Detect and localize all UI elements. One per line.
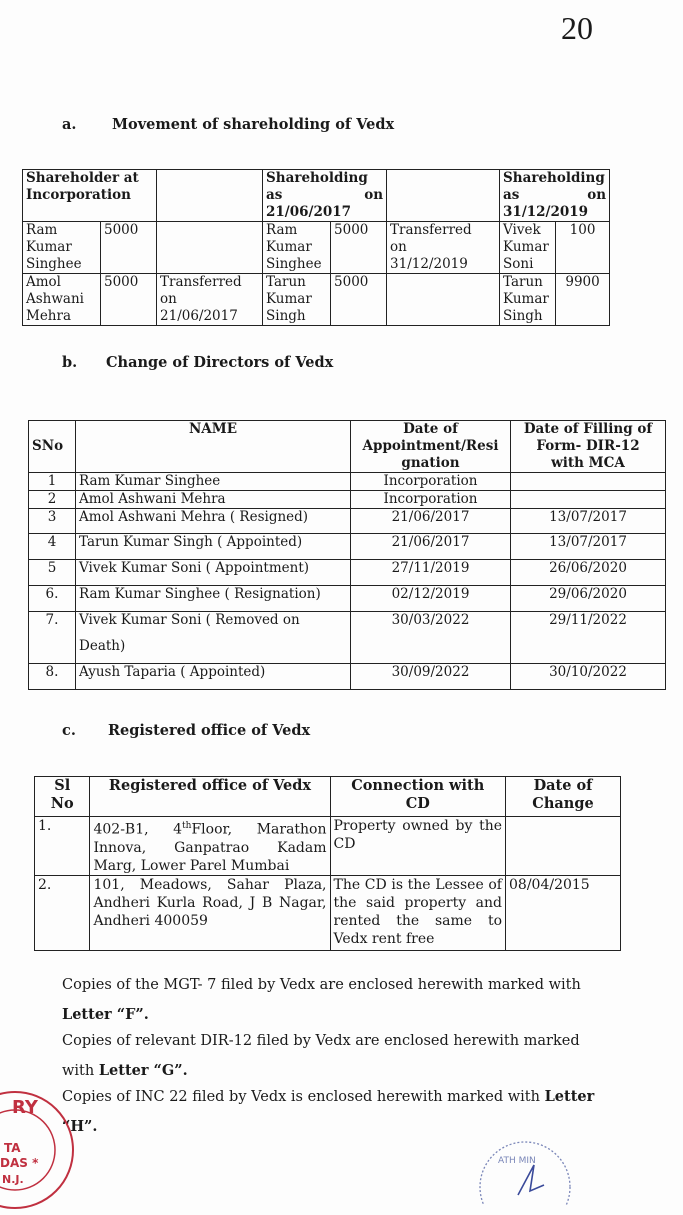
header-cell (387, 170, 500, 222)
header-cell: Date of Filling of Form- DIR-12 with MCA (511, 421, 666, 473)
seal-signature-icon (470, 1135, 590, 1205)
header-cell (157, 170, 263, 222)
section-title: Change of Directors of Vedx (106, 354, 334, 371)
cell: Vivek Kumar Soni (500, 222, 556, 274)
cell: 100 (556, 222, 610, 274)
header-cell: NAME (76, 421, 351, 473)
table-header-row (35, 777, 621, 817)
table-header-row (29, 421, 666, 473)
svg-text:RY: RY (12, 1097, 38, 1118)
section-c-heading (62, 722, 310, 739)
cell: 9900 (556, 274, 610, 326)
registered-office-table (34, 776, 621, 951)
cell: 5000 (331, 274, 387, 326)
section-title: Movement of shareholding of Vedx (112, 116, 395, 133)
cell: Tarun Kumar Singh (263, 274, 331, 326)
header-cell: Date of Change (506, 777, 621, 817)
shareholding-table (22, 169, 610, 326)
table-row: 7. Vivek Kumar Soni ( Removed on Death) 30/03/2022 29/11/2022 (29, 612, 666, 664)
header-cell: Sl No (35, 777, 90, 817)
section-label: a. (62, 116, 77, 133)
table-row: 2 Amol Ashwani Mehra Incorporation (29, 491, 666, 509)
header-cell: Shareholding as on 31/12/2019 (500, 170, 610, 222)
paragraph-inc22: Copies of INC 22 filed by Vedx is enclosed herewith marked with Letter “H”. (62, 1088, 595, 1135)
table-row: 5 Vivek Kumar Soni ( Appointment) 27/11/2019 26/06/2020 (29, 560, 666, 586)
table-row: 1 Ram Kumar Singhee Incorporation (29, 473, 666, 491)
cell: Amol Ashwani Mehra (23, 274, 101, 326)
directors-table (28, 420, 666, 690)
cell: 5000 (331, 222, 387, 274)
cell: 5000 (101, 274, 157, 326)
table-row: 2. 101, Meadows, Sahar Plaza, Andheri Kurla Road, J B Nagar, Andheri 400059 The CD is the Lessee of the said property and rented the same to Vedx rent free 08/04/2015 (35, 875, 621, 950)
paragraph-dir12: Copies of relevant DIR-12 filed by Vedx are enclosed herewith marked with Letter “G”. (62, 1033, 580, 1079)
table-row: 3 Amol Ashwani Mehra ( Resigned) 21/06/2017 13/07/2017 (29, 509, 666, 534)
svg-text:TA: TA (4, 1141, 21, 1155)
svg-text:N.J.: N.J. (2, 1173, 24, 1186)
table-header-row (23, 170, 610, 222)
section-b-heading (62, 354, 333, 371)
cell: Ram Kumar Singhee (263, 222, 331, 274)
cell: Transferred on 31/12/2019 (387, 222, 500, 274)
section-a-heading (62, 116, 394, 133)
header-cell: Shareholder at Incorporation (23, 170, 157, 222)
cell: Tarun Kumar Singh (500, 274, 556, 326)
svg-text:ATH MIN: ATH MIN (498, 1156, 536, 1166)
cell (157, 222, 263, 274)
svg-text:DAS *: DAS * (0, 1156, 39, 1170)
paragraph-mgt7: Copies of the MGT- 7 filed by Vedx are enclosed herewith marked with Letter “F”. (62, 977, 581, 1023)
page-number: 20 (561, 10, 593, 46)
table-row: 6. Ram Kumar Singhee ( Resignation) 02/12/2019 29/06/2020 (29, 586, 666, 612)
table-row: 1. 402-B1, 4thFloor, Marathon Innova, Ganpatrao Kadam Marg, Lower Parel Mumbai Property owned by the CD (35, 817, 621, 876)
header-cell: Registered office of Vedx (90, 777, 330, 817)
stamp-icon (0, 1085, 80, 1215)
cell (387, 274, 500, 326)
cell: Ram Kumar Singhee (23, 222, 101, 274)
table-row: 4 Tarun Kumar Singh ( Appointed) 21/06/2017 13/07/2017 (29, 534, 666, 560)
cell: Transferred on 21/06/2017 (157, 274, 263, 326)
header-cell: Date of Appointment/Resi gnation (351, 421, 511, 473)
table-row (23, 274, 610, 326)
section-title: Registered office of Vedx (108, 722, 311, 739)
section-label: c. (62, 722, 76, 739)
section-label: b. (62, 354, 78, 371)
table-row (23, 222, 610, 274)
header-cell: Shareholding as on 21/06/2017 (263, 170, 387, 222)
cell: 5000 (101, 222, 157, 274)
header-cell: Connection with CD (330, 777, 505, 817)
header-cell: SNo (29, 421, 76, 473)
table-row: 8. Ayush Taparia ( Appointed) 30/09/2022 30/10/2022 (29, 664, 666, 690)
